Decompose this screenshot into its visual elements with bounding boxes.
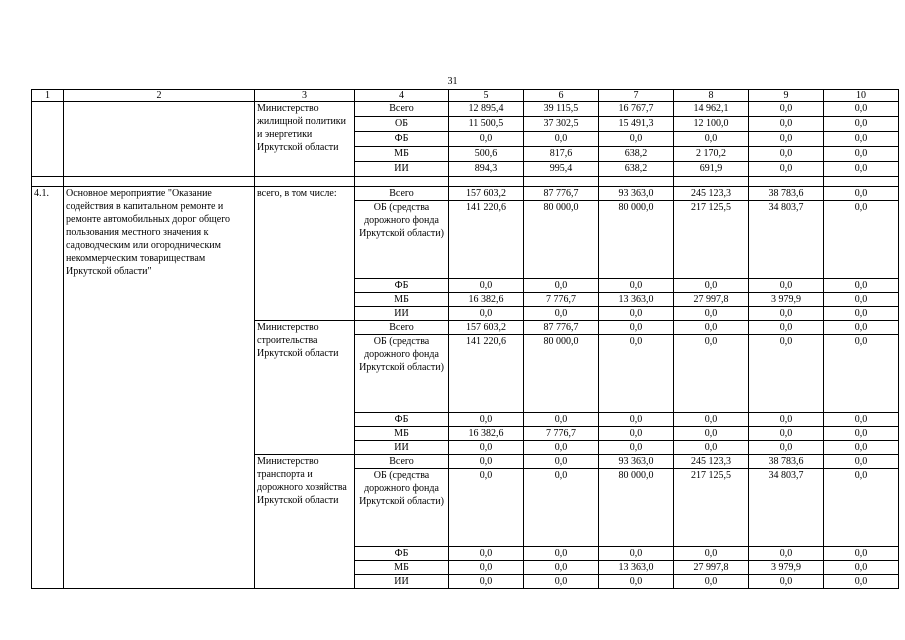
value-cell: 0,0: [449, 469, 524, 547]
value-cell: 27 997,8: [674, 293, 749, 307]
value-cell: 13 363,0: [599, 561, 674, 575]
value-cell: 2 170,2: [674, 147, 749, 162]
value-cell: 93 363,0: [599, 455, 674, 469]
name-cell: [64, 102, 255, 177]
value-cell: 0,0: [824, 147, 899, 162]
value-cell: 0,0: [824, 293, 899, 307]
value-cell: 87 776,7: [524, 321, 599, 335]
value-cell: 39 115,5: [524, 102, 599, 117]
value-cell: 0,0: [824, 279, 899, 293]
source-cell: ОБ (средства дорожного фонда Иркутской области): [355, 335, 449, 413]
source-cell: МБ: [355, 147, 449, 162]
source-cell: ФБ: [355, 413, 449, 427]
value-cell: 0,0: [824, 561, 899, 575]
value-cell: 0,0: [824, 162, 899, 177]
source-cell: ИИ: [355, 441, 449, 455]
value-cell: 3 979,9: [749, 561, 824, 575]
value-cell: 38 783,6: [749, 187, 824, 201]
header-row: [32, 90, 899, 102]
value-cell: 0,0: [749, 575, 824, 589]
value-cell: 217 125,5: [674, 201, 749, 279]
value-cell: 13 363,0: [599, 293, 674, 307]
source-cell: Всего: [355, 455, 449, 469]
value-cell: 80 000,0: [599, 469, 674, 547]
table-row: [32, 187, 899, 201]
value-cell: 34 803,7: [749, 201, 824, 279]
value-cell: 0,0: [524, 547, 599, 561]
value-cell: 0,0: [524, 455, 599, 469]
value-cell: 0,0: [524, 413, 599, 427]
value-cell: 0,0: [599, 413, 674, 427]
page-number: 31: [447, 76, 458, 87]
value-cell: 0,0: [824, 455, 899, 469]
value-cell: 0,0: [674, 441, 749, 455]
spacer-cell: [255, 177, 355, 187]
value-cell: 0,0: [824, 547, 899, 561]
spacer-cell: [355, 177, 449, 187]
value-cell: 0,0: [749, 132, 824, 147]
value-cell: 0,0: [524, 441, 599, 455]
value-cell: 0,0: [749, 427, 824, 441]
column-header: 3: [255, 90, 355, 102]
value-cell: 7 776,7: [524, 427, 599, 441]
source-cell: МБ: [355, 293, 449, 307]
value-cell: 0,0: [524, 561, 599, 575]
value-cell: 0,0: [824, 307, 899, 321]
spacer-cell: [524, 177, 599, 187]
value-cell: 0,0: [749, 441, 824, 455]
value-cell: 245 123,3: [674, 187, 749, 201]
value-cell: 0,0: [449, 547, 524, 561]
source-cell: ФБ: [355, 132, 449, 147]
value-cell: 12 895,4: [449, 102, 524, 117]
value-cell: 0,0: [749, 547, 824, 561]
value-cell: 0,0: [599, 321, 674, 335]
value-cell: 0,0: [824, 201, 899, 279]
value-cell: 3 979,9: [749, 293, 824, 307]
value-cell: 0,0: [599, 307, 674, 321]
value-cell: 0,0: [599, 427, 674, 441]
value-cell: 500,6: [449, 147, 524, 162]
value-cell: 0,0: [674, 132, 749, 147]
value-cell: 0,0: [599, 575, 674, 589]
table-row: [32, 102, 899, 117]
value-cell: 80 000,0: [524, 201, 599, 279]
value-cell: 0,0: [449, 413, 524, 427]
executor-cell: Министерство транспорта и дорожного хозяйства Иркутской области: [255, 455, 355, 589]
value-cell: 0,0: [749, 335, 824, 413]
source-cell: ИИ: [355, 307, 449, 321]
column-header: 8: [674, 90, 749, 102]
source-cell: МБ: [355, 427, 449, 441]
value-cell: 995,4: [524, 162, 599, 177]
value-cell: 141 220,6: [449, 335, 524, 413]
num-cell: 4.1.: [32, 187, 64, 589]
value-cell: 27 997,8: [674, 561, 749, 575]
value-cell: 0,0: [449, 561, 524, 575]
value-cell: 0,0: [824, 187, 899, 201]
value-cell: 0,0: [524, 279, 599, 293]
value-cell: 0,0: [749, 117, 824, 132]
value-cell: 0,0: [749, 413, 824, 427]
value-cell: 0,0: [674, 307, 749, 321]
value-cell: 93 363,0: [599, 187, 674, 201]
executor-cell: всего, в том числе:: [255, 187, 355, 321]
value-cell: 0,0: [524, 575, 599, 589]
value-cell: 0,0: [599, 279, 674, 293]
value-cell: 15 491,3: [599, 117, 674, 132]
spacer-cell: [824, 177, 899, 187]
value-cell: 0,0: [749, 162, 824, 177]
value-cell: 0,0: [599, 547, 674, 561]
value-cell: 87 776,7: [524, 187, 599, 201]
spacer-cell: [64, 177, 255, 187]
name-cell: Основное мероприятие "Оказание содействия в капитальном ремонте и ремонте автомобильных дорог общего пользования местного значения к садоводческим или огородническим некоммерческим товариществам Иркутской области": [64, 187, 255, 589]
value-cell: 0,0: [449, 441, 524, 455]
value-cell: 0,0: [749, 102, 824, 117]
column-header: 5: [449, 90, 524, 102]
value-cell: 0,0: [674, 413, 749, 427]
value-cell: 0,0: [749, 321, 824, 335]
source-cell: ФБ: [355, 547, 449, 561]
value-cell: 0,0: [674, 335, 749, 413]
value-cell: 0,0: [524, 132, 599, 147]
spacer-row: [32, 177, 899, 187]
value-cell: 0,0: [824, 321, 899, 335]
value-cell: 638,2: [599, 147, 674, 162]
source-cell: Всего: [355, 187, 449, 201]
value-cell: 0,0: [674, 547, 749, 561]
value-cell: 0,0: [824, 335, 899, 413]
value-cell: 16 382,6: [449, 427, 524, 441]
column-header: 6: [524, 90, 599, 102]
value-cell: 0,0: [674, 575, 749, 589]
value-cell: 16 767,7: [599, 102, 674, 117]
executor-cell: Министерство жилищной политики и энергетики Иркутской области: [255, 102, 355, 177]
value-cell: 0,0: [674, 427, 749, 441]
value-cell: 0,0: [599, 441, 674, 455]
value-cell: 894,3: [449, 162, 524, 177]
source-cell: ОБ (средства дорожного фонда Иркутской области): [355, 201, 449, 279]
source-cell: ИИ: [355, 162, 449, 177]
value-cell: 80 000,0: [599, 201, 674, 279]
value-cell: 0,0: [449, 307, 524, 321]
value-cell: 7 776,7: [524, 293, 599, 307]
value-cell: 0,0: [824, 117, 899, 132]
value-cell: 0,0: [599, 132, 674, 147]
value-cell: 0,0: [749, 279, 824, 293]
spacer-cell: [749, 177, 824, 187]
value-cell: 80 000,0: [524, 335, 599, 413]
value-cell: 0,0: [824, 102, 899, 117]
value-cell: 638,2: [599, 162, 674, 177]
column-header: 10: [824, 90, 899, 102]
executor-cell: Министерство строительства Иркутской области: [255, 321, 355, 455]
spacer-cell: [599, 177, 674, 187]
value-cell: 0,0: [524, 469, 599, 547]
value-cell: 0,0: [824, 427, 899, 441]
value-cell: 0,0: [824, 469, 899, 547]
value-cell: 0,0: [449, 575, 524, 589]
value-cell: 38 783,6: [749, 455, 824, 469]
spacer-cell: [32, 177, 64, 187]
source-cell: МБ: [355, 561, 449, 575]
value-cell: 34 803,7: [749, 469, 824, 547]
value-cell: 0,0: [674, 279, 749, 293]
value-cell: 0,0: [749, 307, 824, 321]
value-cell: 0,0: [524, 307, 599, 321]
value-cell: 141 220,6: [449, 201, 524, 279]
spacer-cell: [449, 177, 524, 187]
value-cell: 245 123,3: [674, 455, 749, 469]
value-cell: 0,0: [674, 321, 749, 335]
source-cell: Всего: [355, 321, 449, 335]
value-cell: 691,9: [674, 162, 749, 177]
value-cell: 157 603,2: [449, 187, 524, 201]
value-cell: 37 302,5: [524, 117, 599, 132]
value-cell: 14 962,1: [674, 102, 749, 117]
source-cell: ОБ: [355, 117, 449, 132]
column-header: 9: [749, 90, 824, 102]
value-cell: 0,0: [449, 132, 524, 147]
source-cell: ФБ: [355, 279, 449, 293]
column-header: 2: [64, 90, 255, 102]
value-cell: 817,6: [524, 147, 599, 162]
value-cell: 0,0: [824, 441, 899, 455]
value-cell: 0,0: [824, 132, 899, 147]
value-cell: 0,0: [599, 335, 674, 413]
source-cell: Всего: [355, 102, 449, 117]
source-cell: ИИ: [355, 575, 449, 589]
value-cell: 0,0: [449, 455, 524, 469]
source-cell: ОБ (средства дорожного фонда Иркутской области): [355, 469, 449, 547]
value-cell: 217 125,5: [674, 469, 749, 547]
column-header: 7: [599, 90, 674, 102]
value-cell: 11 500,5: [449, 117, 524, 132]
column-header: 4: [355, 90, 449, 102]
value-cell: 0,0: [824, 575, 899, 589]
value-cell: 0,0: [749, 147, 824, 162]
budget-table: [31, 89, 899, 589]
value-cell: 157 603,2: [449, 321, 524, 335]
spacer-cell: [674, 177, 749, 187]
value-cell: 0,0: [824, 413, 899, 427]
value-cell: 12 100,0: [674, 117, 749, 132]
column-header: 1: [32, 90, 64, 102]
value-cell: 0,0: [449, 279, 524, 293]
num-cell: [32, 102, 64, 177]
value-cell: 16 382,6: [449, 293, 524, 307]
